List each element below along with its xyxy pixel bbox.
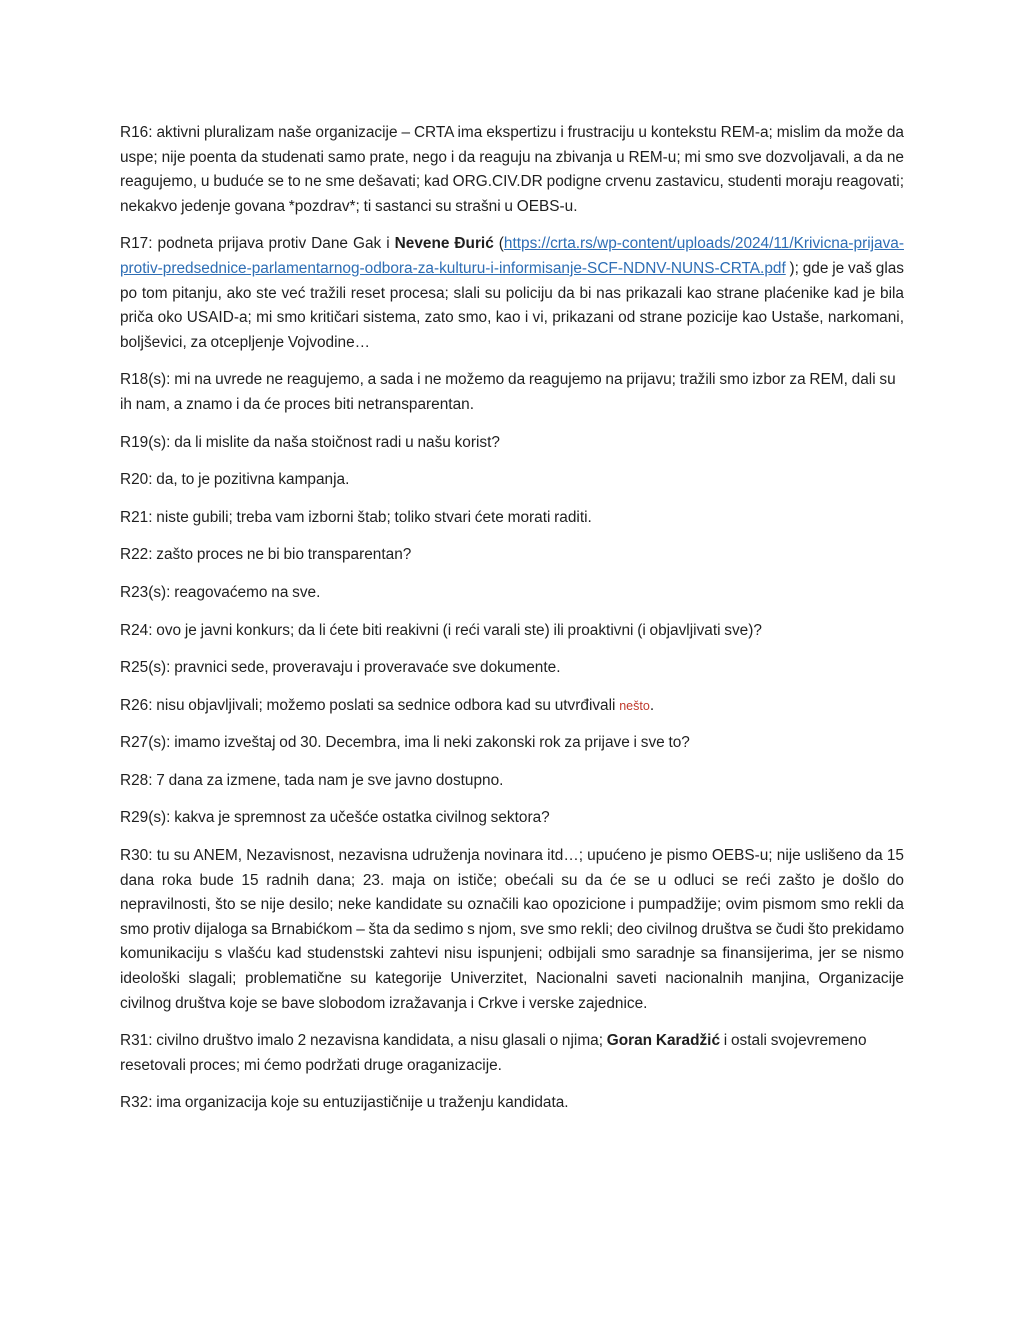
r26-prefix: R26: nisu objavljivali; možemo poslati sa sednice odbora kad su utvrđivali xyxy=(120,696,620,714)
r31-suffix: i ostali svojevremeno resetovali proces; mi ćemo podržati druge oraganizacije. xyxy=(120,1032,867,1074)
paragraph-r22: R22: zašto proces ne bi bio transparentan? xyxy=(120,546,412,564)
paragraph-r24: R24: ovo je javni konkurs; da li ćete biti reakivni (i reći varali ste) ili proaktivni (i objavljivati sve)? xyxy=(120,621,762,639)
paragraph-r21: R21: niste gubili; treba vam izborni štab; toliko stvari ćete morati raditi. xyxy=(120,508,592,526)
r26-red-word: nešto xyxy=(619,698,650,713)
document-page xyxy=(120,121,904,1129)
paragraph-r30: R30: tu su ANEM, Nezavisnost, nezavisna udruženja novinara itd…; upućeno je pismo OEBS-u; nije uslišeno da 15 dana roka bude 15 radnih dana; 23. maja on ističe; obećali su da će se u odluci se reći zašto je došlo do nepravilnosti, što se nije desilo; neke kandidate su označili kao opozicione i pumpadžije; ovim pismom smo rekli da smo protiv dijaloga sa Brnabićkom – šta da sedimo s njom, sve smo rekli; deo civilnog društva se čudi što prekidamo komunikaciju s vlašću kad studenstski zahtevi nisu ispunjeni; odbijali smo saradnje sa finansijerima, jer se nismo ideološki slagali; problematične su kategorije Univerzitet, Nacionalni saveti nacionalnih manjina, Organizacije civilnog društva koje se bave slobodom izražavanja i Crkve i verske zajednice. xyxy=(120,847,904,1012)
r31-prefix: R31: civilno društvo imalo 2 nezavisna kandidata, a nisu glasali o njima; xyxy=(120,1032,607,1050)
paragraph-r16: R16: aktivni pluralizam naše organizacije – CRTA ima ekspertizu i frustraciju u kontekstu REM-a; mislim da može da uspe; nije poenta da studenati samo prate, nego i da reaguju na zbivanja u REM-u; mi smo sve dozvoljavali, a da ne reagujemo, u buduće se to ne sme dešavati; kad ORG.CIV.DR podigne crvenu zastavicu, studenti moraju reagovati; nekakvo jedenje govana *pozdrav*; ti sastanci su strašni u OEBS-u. xyxy=(120,124,904,215)
r17-prefix: R17: podneta prijava protiv Dane Gak i xyxy=(120,235,395,253)
r17-open-paren: ( xyxy=(493,235,504,253)
paragraph-r27: R27(s): imamo izveštaj od 30. Decembra, ima li neki zakonski rok za prijave i sve to? xyxy=(120,734,690,752)
paragraph-r23: R23(s): reagovaćemo na sve. xyxy=(120,583,321,601)
paragraph-r17 xyxy=(120,232,904,355)
criminal-complaint-link[interactable]: https://crta.rs/wp-content/uploads/2024/11/Krivicna-prijava-protiv-predsednice-parlamentarnog-odbora-za-kulturu-i-informisanje-SCF-NDNV-NUNS-CRTA.pdf xyxy=(120,235,904,277)
paragraph-r29: R29(s): kakva je spremnost za učešće ostatka civilnog sektora? xyxy=(120,809,550,827)
paragraph-r32: R32: ima organizacija koje su entuzijastičnije u traženju kandidata. xyxy=(120,1094,569,1112)
paragraph-r31 xyxy=(120,1029,904,1078)
paragraph-r19: R19(s): da li mislite da naša stoičnost radi u našu korist? xyxy=(120,433,500,451)
paragraph-r28: R28: 7 dana za izmene, tada nam je sve javno dostupno. xyxy=(120,771,504,789)
paragraph-r26 xyxy=(120,694,904,719)
paragraph-r20: R20: da, to je pozitivna kampanja. xyxy=(120,471,350,489)
paragraph-r25: R25(s): pravnici sede, proveravaju i proveravaće sve dokumente. xyxy=(120,659,561,677)
paragraph-r18: R18(s): mi na uvrede ne reagujemo, a sada i ne možemo da reagujemo na prijavu; tražili smo izbor za REM, dali su ih nam, a znamo i da će proces biti netransparentan. xyxy=(120,371,896,413)
r17-suffix: ); gde je vaš glas po tom pitanju, ako ste već tražili reset procesa; slali su policiju da bi nas prikazali kao strane plaćenike kad je bila priča oko USAID-a; mi smo kritičari sistema, zato smo, kao i vi, prikazani od strane pozicije kao Ustaše, narkomani, boljševici, za otcepljenje Vojvodine… xyxy=(120,259,904,351)
r26-suffix: . xyxy=(649,696,655,714)
r17-bold-name: Nevene Đurić xyxy=(394,235,494,253)
r31-bold-name: Goran Karadžić xyxy=(606,1032,721,1050)
